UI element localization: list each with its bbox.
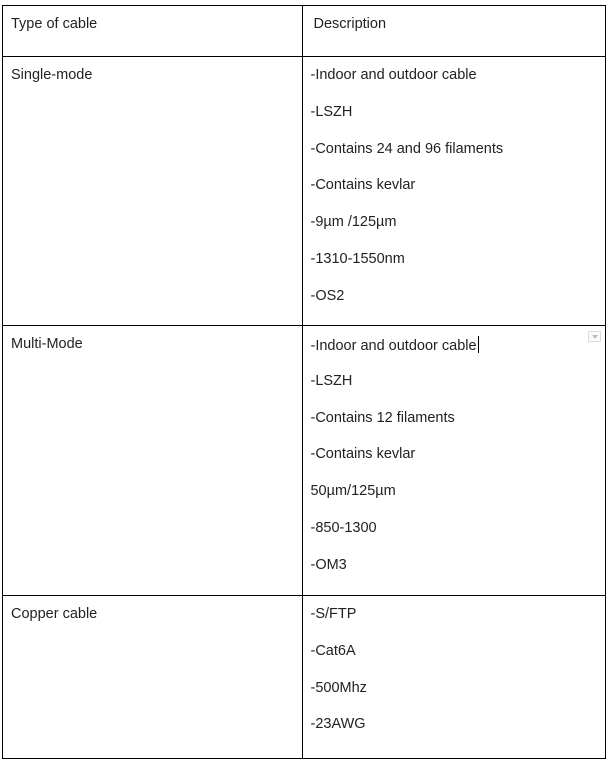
description-item: -LSZH xyxy=(310,372,353,389)
table-row-copper-cable xyxy=(3,596,606,759)
description-item-text: -Indoor and outdoor cable xyxy=(310,338,477,354)
header-description-label: Description xyxy=(313,16,387,32)
description-item: -1310-1550nm xyxy=(310,250,405,267)
table-header-row xyxy=(3,6,606,57)
description-item: -OM3 xyxy=(310,556,347,573)
description-item: -23AWG xyxy=(310,716,366,733)
description-item: -Contains 24 and 96 filaments xyxy=(310,140,504,157)
cable-type-label: Multi-Mode xyxy=(11,336,83,352)
description-item: -9µm /125µm xyxy=(310,214,397,231)
cell-type-copper-cable[interactable] xyxy=(3,596,303,759)
table-row-multi-mode xyxy=(3,326,606,596)
description-item: -Cat6A xyxy=(310,642,356,659)
description-item: -OS2 xyxy=(310,287,345,304)
cell-type-single-mode[interactable] xyxy=(3,57,303,326)
table-row-single-mode xyxy=(3,57,606,326)
description-item: -Indoor and outdoor cable xyxy=(310,67,477,83)
description-item: -LSZH xyxy=(310,103,353,120)
cell-description-copper-cable[interactable] xyxy=(303,596,606,759)
description-item: -S/FTP xyxy=(310,606,357,622)
text-cursor xyxy=(478,336,479,353)
cell-description-single-mode[interactable] xyxy=(303,57,606,326)
description-item: 50µm/125µm xyxy=(310,483,396,500)
cell-description-multi-mode[interactable] xyxy=(303,326,606,596)
header-cell-type[interactable] xyxy=(3,6,303,57)
cell-type-multi-mode[interactable] xyxy=(3,326,303,596)
description-item: -Contains kevlar xyxy=(310,177,416,194)
description-item: -850-1300 xyxy=(310,519,377,536)
cell-dropdown-menu-icon[interactable] xyxy=(588,331,601,342)
header-cell-description[interactable] xyxy=(303,6,606,57)
cable-type-label: Single-mode xyxy=(11,67,93,83)
cable-types-table xyxy=(2,5,606,759)
description-item: -500Mhz xyxy=(310,679,367,696)
description-item xyxy=(310,336,605,352)
cable-type-label: Copper cable xyxy=(11,606,98,622)
description-item: -Contains 12 filaments xyxy=(310,409,455,426)
header-type-label: Type of cable xyxy=(11,16,98,32)
description-item: -Contains kevlar xyxy=(310,446,416,463)
